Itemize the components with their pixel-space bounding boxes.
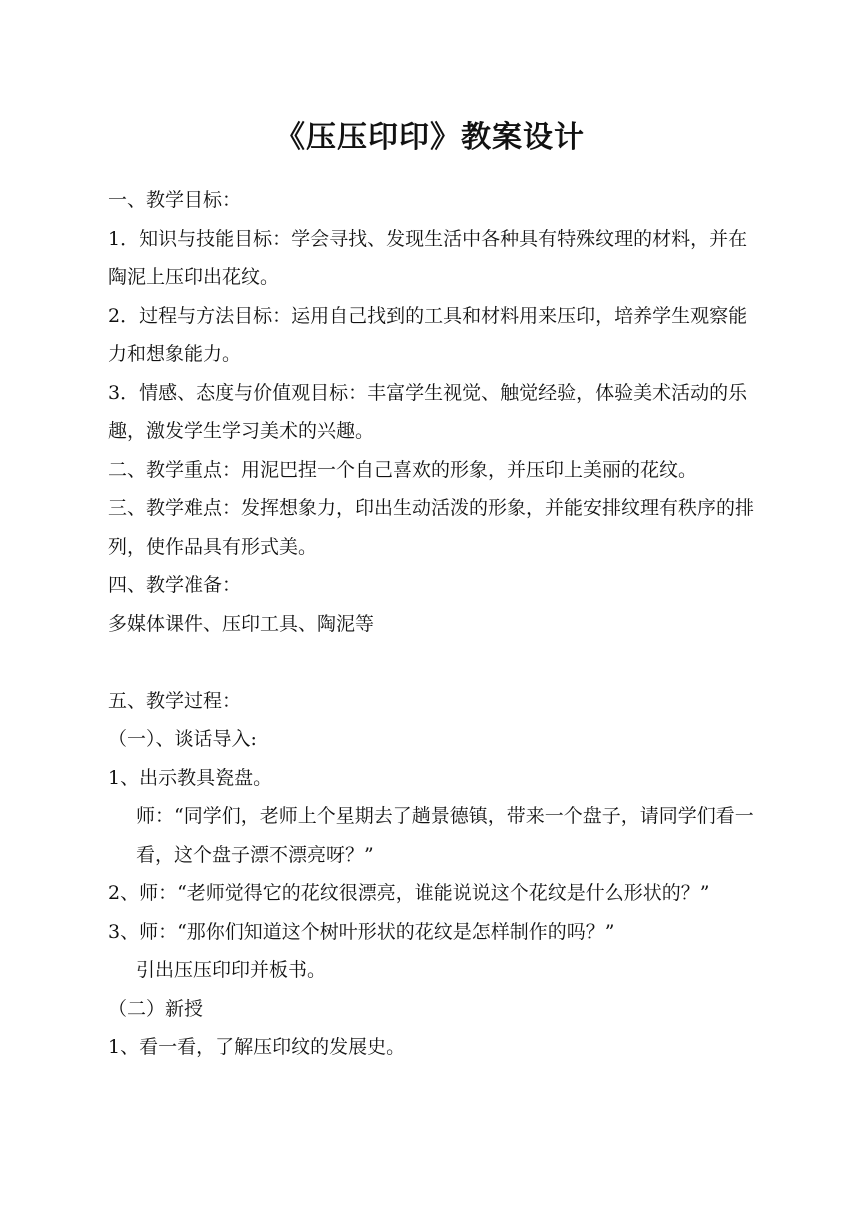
section-heading-preparation: 四、教学准备： <box>108 574 242 596</box>
subsection-heading-intro: （一）、谈话导入: <box>108 728 257 750</box>
objective-item: 3．情感、态度与价值观目标：丰富学生视觉、触觉经验，体验美术活动的乐趣，激发学生学习美术的兴趣。 <box>108 381 748 442</box>
teacher-dialogue: 师：“同学们，老师上个星期去了趟景德镇，带来一个盘子，请同学们看一看，这个盘子漂不漂亮呀？” <box>136 805 754 866</box>
document-title: 《压压印印》教案设计 <box>275 120 585 155</box>
preparation-materials: 多媒体课件、压印工具、陶泥等 <box>108 612 375 635</box>
document-body <box>108 181 758 1067</box>
section-heading-process: 五、教学过程： <box>108 689 242 712</box>
section-heading-key-points: 二、教学重点：用泥巴捏一个自己喜欢的形象，并压印上美丽的花纹。 <box>108 458 698 481</box>
process-step: 3、师：“那你们知道这个树叶形状的花纹是怎样制作的吗？” <box>108 920 615 943</box>
process-step: 1、出示教具瓷盘。 <box>108 766 273 789</box>
subsection-heading-new-lesson: （二）新授 <box>108 997 204 1020</box>
section-heading-objectives: 一、教学目标： <box>108 189 242 211</box>
objective-item: 2．过程与方法目标：运用自己找到的工具和材料用来压印，培养学生观察能力和想象能力。 <box>108 304 748 365</box>
process-note: 引出压压印印并板书。 <box>136 959 327 981</box>
blank-line <box>108 643 758 682</box>
process-step: 1、看一看，了解压印纹的发展史。 <box>108 1036 406 1058</box>
section-heading-difficulties: 三、教学难点：发挥想象力，印出生动活泼的形象，并能安排纹理有秩序的排列，使作品具有形式美。 <box>108 497 755 558</box>
objective-item: 1．知识与技能目标：学会寻找、发现生活中各种具有特殊纹理的材料，并在陶泥上压印出花纹。 <box>108 227 748 288</box>
process-step: 2、师：“老师觉得它的花纹很漂亮，谁能说说这个花纹是什么形状的？” <box>108 882 710 904</box>
